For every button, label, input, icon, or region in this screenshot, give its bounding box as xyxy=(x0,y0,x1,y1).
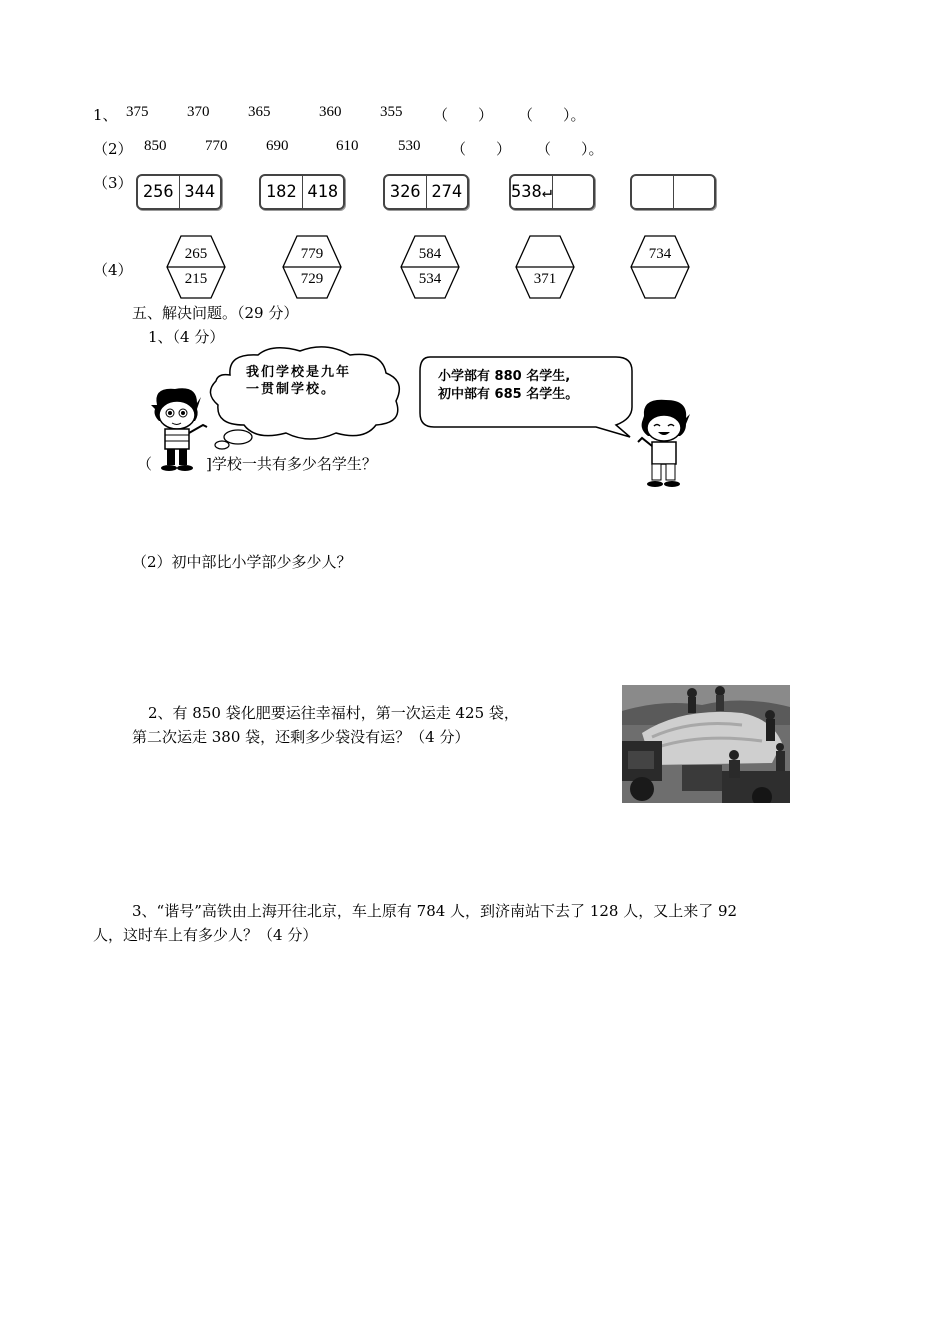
pair-right-blank[interactable] xyxy=(552,176,593,208)
sequence-1-number: 375 xyxy=(126,104,149,120)
number-pair-box xyxy=(136,174,222,210)
question-1-sub-1: ]学校一共有多少名学生？ xyxy=(206,455,377,473)
row-4-label: （4） xyxy=(93,261,133,279)
pair-left-value: 538↵ xyxy=(511,182,552,202)
pair-right-value: 344 xyxy=(179,176,221,208)
number-hexagon xyxy=(282,235,342,299)
row-3-label: （3） xyxy=(93,174,133,192)
hexagon-top-value: 779 xyxy=(300,246,324,262)
number-pair-box xyxy=(383,174,469,210)
question-1-sub-1-open: （ xyxy=(137,455,153,473)
speech-bubble-line-1: 小学部有 880 名学生, xyxy=(438,369,571,384)
pair-right-value: 418 xyxy=(302,176,344,208)
sequence-1-number: 355 xyxy=(380,104,403,120)
hexagon-top-value: 734 xyxy=(648,246,672,262)
sequence-2-number: 850 xyxy=(144,138,167,154)
hexagon-top-value: 265 xyxy=(184,246,208,262)
question-1-label: 1、（4 分） xyxy=(148,328,225,346)
pair-left-value: 182 xyxy=(265,182,297,202)
sequence-2-number: 610 xyxy=(336,138,359,154)
speech-bubble-line-2: 初中部有 685 名学生。 xyxy=(438,387,579,402)
sequence-2-label: （2） xyxy=(93,140,133,158)
answer-blank[interactable]: （ ） xyxy=(451,140,512,158)
answer-blank[interactable]: （ ） xyxy=(433,106,494,124)
hexagon-bottom-value: 215 xyxy=(184,271,208,287)
sequence-2-number: 530 xyxy=(398,138,421,154)
hexagon-top-value: 584 xyxy=(418,246,442,262)
number-hexagon xyxy=(400,235,460,299)
question-3-line-1: 3、“谐号”高铁由上海开往北京，车上原有 784 人，到济南站下去了 128 人，又上来了 92 xyxy=(132,902,738,920)
boy-speaking-illustration xyxy=(630,398,700,490)
question-2-line-1: 2、有 850 袋化肥要运往幸福村，第一次运走 425 袋， xyxy=(148,704,519,722)
pair-right-value: 274 xyxy=(426,176,468,208)
fertilizer-truck-photo xyxy=(622,685,790,803)
number-hexagon xyxy=(166,235,226,299)
sequence-1-number: 360 xyxy=(319,104,342,120)
section-title: 五、解决问题。（29 分） xyxy=(132,304,299,322)
pair-left-value: 326 xyxy=(389,182,421,202)
question-2-line-2: 第二次运走 380 袋，还剩多少袋没有运？（4 分） xyxy=(132,728,470,746)
number-pair-box xyxy=(630,174,716,210)
hexagon-bottom-value: 534 xyxy=(418,271,442,287)
number-pair-box xyxy=(509,174,595,210)
question-3-line-2: 人，这时车上有多少人？（4 分） xyxy=(93,926,318,944)
sequence-2-number: 770 xyxy=(205,138,228,154)
sequence-1-number: 365 xyxy=(248,104,271,120)
sequence-2-number: 690 xyxy=(266,138,289,154)
sequence-1-label: 1、 xyxy=(93,106,118,124)
pair-left-value: 256 xyxy=(142,182,174,202)
pair-right-blank[interactable] xyxy=(673,176,715,208)
answer-blank[interactable]: （ ）。 xyxy=(536,140,604,158)
thought-bubble-text: 我们学校是九年一贯制学校。 xyxy=(246,365,352,397)
hexagon-bottom-value: 371 xyxy=(533,271,557,287)
question-1-sub-2: （2）初中部比小学部少多少人？ xyxy=(132,553,352,571)
pair-left-blank[interactable] xyxy=(632,176,673,208)
sequence-1-number: 370 xyxy=(187,104,210,120)
number-hexagon xyxy=(515,235,575,299)
number-hexagon xyxy=(630,235,690,299)
number-pair-box xyxy=(259,174,345,210)
answer-blank[interactable]: （ ）。 xyxy=(518,106,586,124)
hexagon-bottom-value: 729 xyxy=(300,271,324,287)
